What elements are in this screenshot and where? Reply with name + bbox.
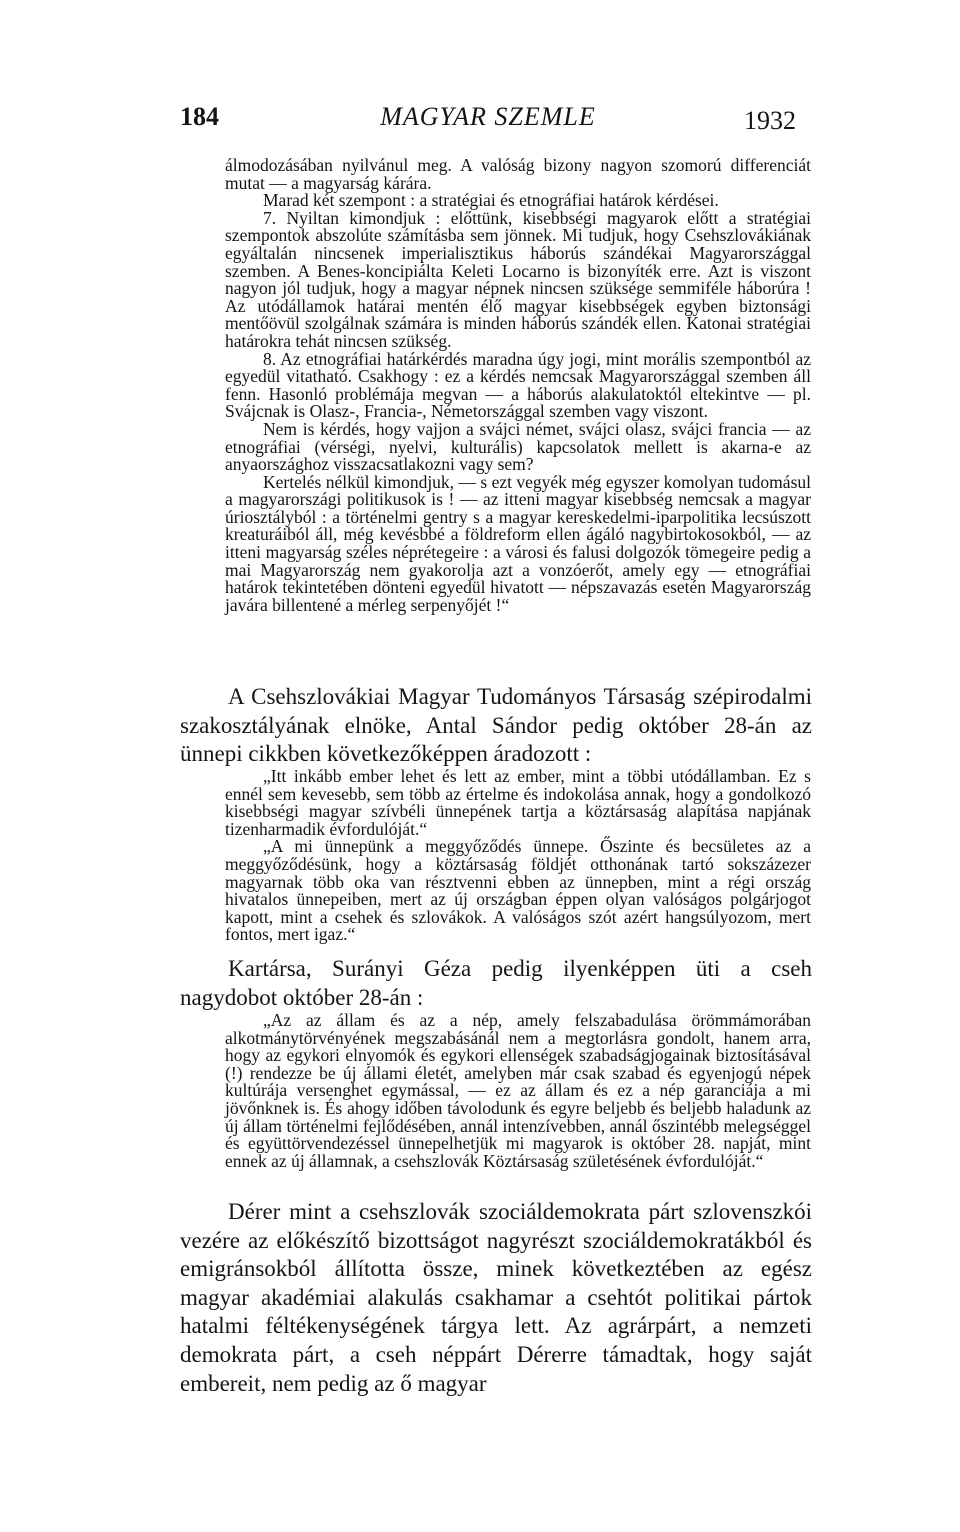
paragraph: 8. Az etnográfiai határkérdés maradna úgy jogi, mint morális szempontból az egyedül vitatható. Csakhogy : ez a kérdés nemcsak Magyarországgal szemben áll fenn. Hasonló problémája megvan — a háborús alakulatoktól eltekintve — pl. Svájcnak is Olasz-, Francia-, Németországgal szemben vagy viszont. — [225, 348, 811, 422]
quoted-passage-2 — [225, 768, 811, 944]
paragraph: Dérer mint a csehszlovák szociáldemokrata párt szlovenszkói vezére az előkészítő bizottságot nagyrészt szociáldemokratákból és emigránsokból állította össze, minek következtében az egész magyar akadémiai alakulás csakhamar a csehtót politikai pártok hatalmi féltékenységének tárgya lett. Az agrárpárt, a nemzeti demokrata párt, a cseh néppárt Dérerre támadtak, hogy saját embereit, nem pedig az ő magyar — [180, 1199, 812, 1396]
paragraph: „Az az állam és az a nép, amely felszabadulása örömmámorában alkotmánytörvényének megszabásánál nem a megtorlásra gondolt, hanem arra, hogy az egykori elnyomók és egykori ellenségek szabadságjogainak biztosításával (!) rendezze be új állami életét, amelyben már csak szabad és egyenjogú népek kultúrája versenghet egymással, — ez az állam és ez a nép garanciája a mi jövőnknek is. És ahogy időben távolodunk és egyre beljebb és beljebb haladunk az új állam történelmi fejlődésében, annál intenzívebben, annál őszintébb melegséggel és együttörvendezéssel ünnepelhetjük mi magyarok is október 28. napját, mint ennek az új államnak, a csehszlovák Köztársaság születésének évfordulóját.“ — [225, 1010, 811, 1171]
paragraph: álmodozásában nyilvánul meg. A valóság bizony nagyon szomorú differenciát mutat — a magyarság kárára. — [225, 155, 811, 193]
paragraph: „Itt inkább ember lehet és lett az ember, mint a többi utódállamban. Ez s ennél sem kevesebb, sem több az értelme és indokolása annak, hogy a gondolkozó kisebbségi magyar szívbéli ünnepének tartja a köztársaság alapítása napjának tizenharmadik évfordulóját.“ — [225, 766, 811, 839]
paragraph: 7. Nyiltan kimondjuk : előttünk, kisebbségi magyarok előtt a stratégiai szempontok abszolúte számításba sem jönnek. Mi tudjuk, hogy Csehszlovákiának egyáltalán nincsenek imperialisztikus háborús szándékai Magyarországgal szemben. A Benes-koncipiálta Keleti Locarno is bizonyíték erre. Azt is viszont nagyon jól tudjuk, hogy a magyar népnek nincsen szüksége semmiféle háborúra ! Az utódállamok határai mentén élő magyar kisebbségek egyben biztonsági mentőövül szolgálnak számára is minden háborús szándék ellen. Katonai stratégiai határokra tehát nincsen szükség. — [225, 207, 811, 351]
paragraph: Marad két szempont : a stratégiai és etnográfiai határok kérdései. — [263, 190, 719, 211]
paragraph: A Csehszlovákiai Magyar Tudományos Társaság szépirodalmi szakosztályának elnöke, Antal Sándor pedig október 28-án az ünnepi cikkben következőképpen áradozott : — [180, 684, 812, 767]
paragraph: „A mi ünnepünk a meggyőződés ünnepe. Őszinte és becsületes az a meggyőződésünk, hogy a köztársaság földjét otthonának tartó sokszázezer magyarnak több oka van résztvenni ebben az ünnepben, mint a régi ország hivatalos ünnepeiben, mert az új országban éppen olyan valóságos polgárjogot kapott, mint a csehek és szlovákok. A valóságos szót azért hangsúlyozom, mert fontos, mert igaz.“ — [225, 836, 811, 945]
paragraph: Nem is kérdés, hogy vajjon a svájci német, svájci olasz, svájci francia — az etnográfiai (vérségi, nyelvi, kulturális) kapcsolatok mellett is akarna-e az anyaországhoz visszacsatlakozni vagy sem? — [225, 418, 811, 475]
quoted-passage-3 — [225, 1012, 811, 1170]
paragraph: Kartársa, Surányi Géza pedig ilyenképpen üti a cseh nagydobot október 28-án : — [180, 956, 812, 1010]
paragraph: Kertelés nélkül kimondjuk, — s ezt vegyék még egyszer komolyan tudomásul a magyarországi politikusok is ! — az itteni magyar kisebbség nemcsak a magyar úriosztályból : a történelmi gentry s a magyar kereskedelmi-iparpolitika lecsúszott kreaturáiból áll, még kevésbbé a földreform ellen ágáló nagybirtokosokból, — az itteni magyarság széles néprétegeire : a városi és falusi dolgozók tömegeire pedig a mai Magyarország nem gyakorolja azt a vonzóerőt, amely egy — etnográfiai határok tekintetében dönteni egyedül hivatott — népszavazás esetén Magyarország javára billentené a mérleg serpenyőjét !“ — [225, 471, 811, 615]
body-paragraph-1 — [180, 683, 812, 769]
page-number: 184 — [180, 102, 219, 131]
body-paragraph-3 — [180, 1198, 812, 1398]
publication-year: 1932 — [744, 106, 796, 135]
journal-title: MAGYAR SZEMLE — [380, 102, 596, 131]
quoted-passage-1 — [225, 157, 811, 614]
body-paragraph-2 — [180, 955, 812, 1012]
